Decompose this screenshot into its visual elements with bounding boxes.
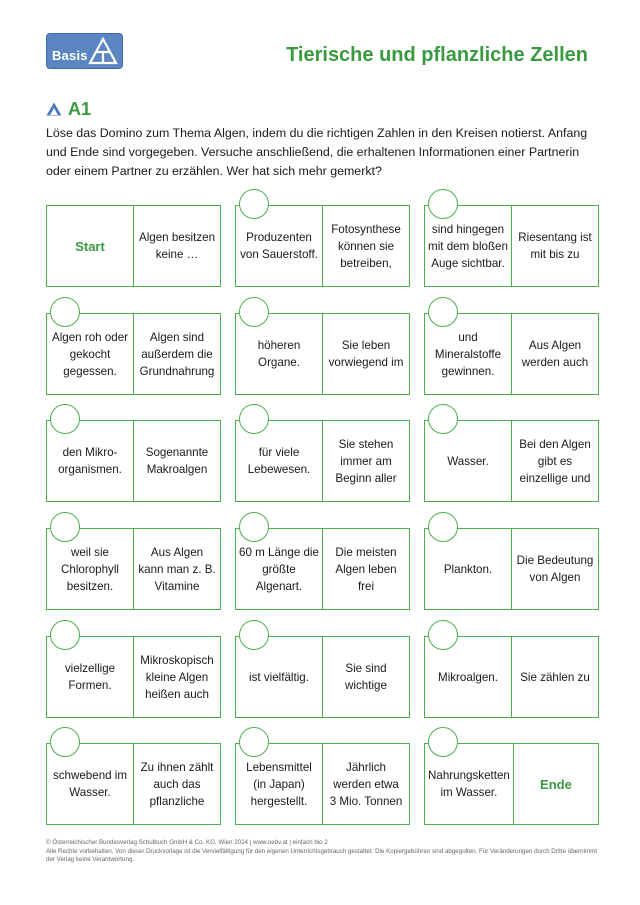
domino-left-text: ist vielfältig. [236, 637, 323, 717]
domino-left-text: Wasser. [425, 421, 512, 501]
domino-left-text: 60 m Länge die größte Algenart. [236, 529, 323, 609]
domino-right-text: Algen sind außerdem die Grundnahrung [139, 330, 215, 378]
domino-card [424, 313, 599, 395]
domino-left-text: Plankton. [425, 529, 512, 609]
domino-card [46, 205, 221, 287]
domino-left-text: Lebensmittel (in Japan) hergestellt. [236, 744, 323, 824]
domino-left-text: Start [47, 206, 134, 286]
domino-card [235, 313, 410, 395]
domino-left-text: Nahrungsketten im Wasser. [425, 744, 514, 824]
answer-circle[interactable] [239, 512, 269, 542]
domino-left-text: den Mikro- organismen. [47, 421, 134, 501]
domino-card [235, 205, 410, 287]
domino-card [46, 313, 221, 395]
domino-right-text: Bei den Algen gibt es einzellige und [519, 437, 591, 485]
domino-card [46, 743, 221, 825]
domino-right-text: Zu ihnen zählt auch das pflanzliche [140, 760, 214, 808]
domino-left-text: sind hingegen mit dem bloßen Auge sichtbar. [425, 206, 512, 286]
domino-card [424, 743, 599, 825]
answer-circle[interactable] [428, 189, 458, 219]
answer-circle[interactable] [50, 727, 80, 757]
footer-line-2: Alle Rechte vorbehalten. Von dieser Druckvorlage ist die Vervielfältigung für den eigenen Unterrichtsgebrauch gestattet. Die Kopiergebühren sind abgegolten. Für Veränderungen durch Dritte übernimmt der Verlag keine Verantwortung. [46, 847, 598, 863]
domino-right-text: Jährlich werden etwa 3 Mio. Tonnen [329, 760, 403, 808]
answer-circle[interactable] [428, 727, 458, 757]
domino-right-text: Mikroskopisch kleine Algen heißen auch [140, 653, 214, 701]
domino-card [46, 420, 221, 502]
answer-circle[interactable] [50, 512, 80, 542]
domino-right-text: Sie leben vorwiegend im [328, 339, 404, 369]
page-title: Tierische und pflanzliche Zellen [286, 44, 588, 66]
answer-circle[interactable] [239, 727, 269, 757]
answer-circle[interactable] [428, 404, 458, 434]
footer-line-1: © Österreichischer Bundesverlag Schulbuch GmbH & Co. KG, Wien 2024 | www.oebv.at | einfach bio 2 [46, 839, 328, 846]
answer-circle[interactable] [428, 297, 458, 327]
domino-card [235, 743, 410, 825]
domino-right-text: Die meisten Algen leben frei [335, 545, 397, 593]
domino-card [46, 636, 221, 718]
domino-card [235, 528, 410, 610]
domino-left-text: und Mineralstoffe gewinnen. [425, 314, 512, 394]
domino-left-text: Mikroalgen. [425, 637, 512, 717]
domino-card [424, 205, 599, 287]
domino-right-text: Ende [540, 776, 572, 792]
domino-left-text: für viele Lebewesen. [236, 421, 323, 501]
answer-circle[interactable] [50, 297, 80, 327]
copyright-footer [46, 839, 606, 865]
domino-right-text: Algen besitzen keine … [138, 231, 216, 261]
answer-circle[interactable] [50, 404, 80, 434]
answer-circle[interactable] [239, 404, 269, 434]
domino-right-text: Aus Algen werden auch [521, 339, 589, 369]
domino-right-text: Sogenannte Makroalgen [145, 446, 209, 476]
domino-left-text: vielzellige Formen. [47, 637, 134, 717]
domino-left-text: schwebend im Wasser. [47, 744, 134, 824]
domino-card [424, 528, 599, 610]
domino-card [235, 420, 410, 502]
domino-right-text: Sie stehen immer am Beginn aller [335, 437, 397, 485]
domino-card [424, 636, 599, 718]
domino-card [46, 528, 221, 610]
answer-circle[interactable] [428, 620, 458, 650]
answer-circle[interactable] [50, 620, 80, 650]
domino-left-text: Produzenten von Sauerstoff. [236, 206, 323, 286]
domino-right-text: Sie zählen zu [520, 670, 590, 684]
answer-circle[interactable] [239, 189, 269, 219]
answer-circle[interactable] [239, 620, 269, 650]
domino-right-text: Die Bedeutung von Algen [516, 554, 594, 584]
domino-left-text: höheren Organe. [236, 314, 323, 394]
answer-circle[interactable] [239, 297, 269, 327]
task-instructions: Löse das Domino zum Thema Algen, indem du die richtigen Zahlen in den Kreisen notierst. Anfang und Ende sind vorgegeben. Versuche anschließend, die erhaltenen Informationen einer Partnerin oder einem Partner zu erzählen. Wer hat sich mehr gemerkt? [46, 126, 588, 178]
logo-text: Basis [52, 48, 88, 63]
domino-right-text: Sie sind wichtige [345, 662, 387, 692]
domino-card [235, 636, 410, 718]
domino-right-text: Aus Algen kann man z. B. Vitamine [138, 545, 216, 593]
domino-right-text: Fotosynthese können sie betreiben, [331, 222, 401, 270]
domino-left-text: weil sie Chlorophyll besitzen. [47, 529, 134, 609]
domino-right-text: Riesentang ist mit bis zu [518, 231, 592, 261]
domino-card [424, 420, 599, 502]
task-label: A1 [68, 99, 92, 119]
answer-circle[interactable] [428, 512, 458, 542]
domino-left-text: Algen roh oder gekocht gegessen. [47, 314, 134, 394]
